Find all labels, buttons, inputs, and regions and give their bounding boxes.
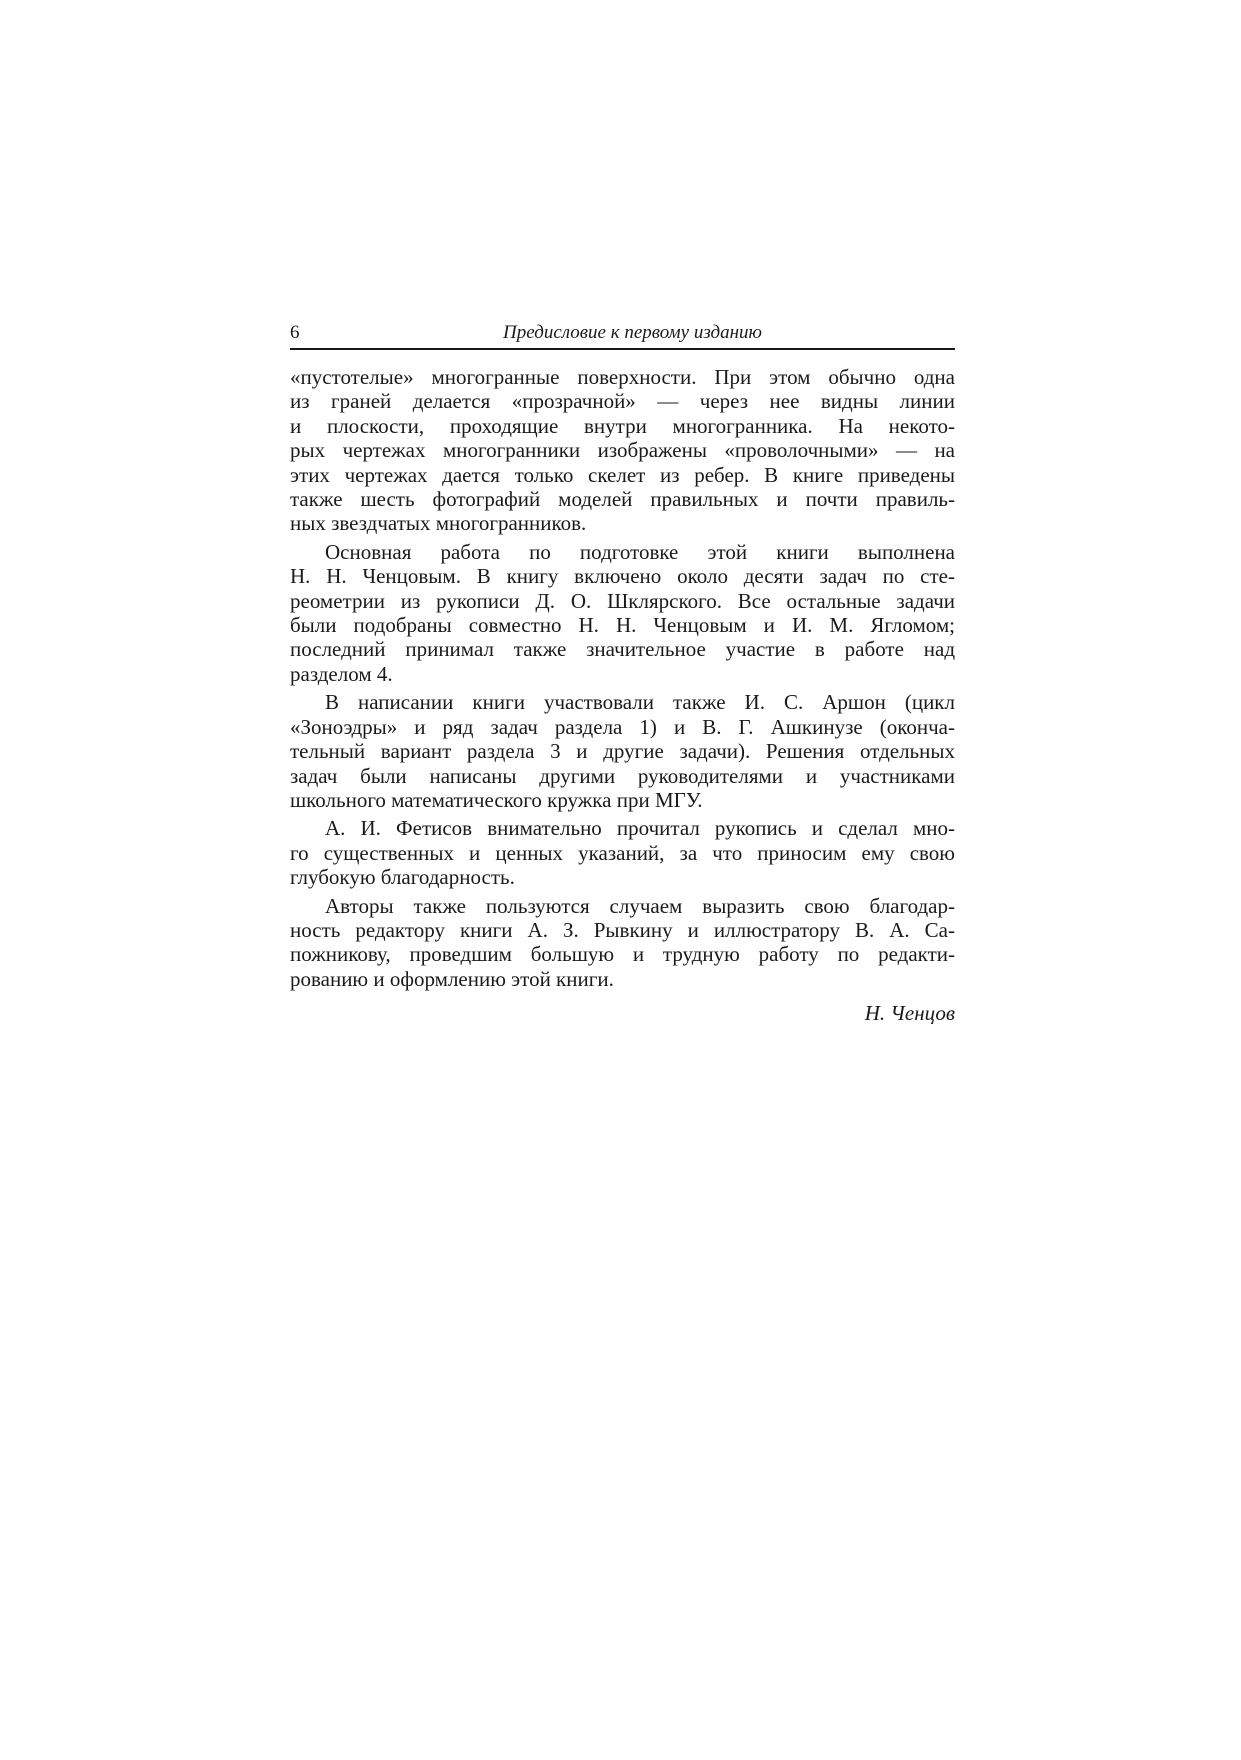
paragraph bbox=[290, 690, 955, 812]
text-line: школьного математического кружка при МГУ. bbox=[290, 787, 703, 812]
text-line: и плоскости, проходящие внутри многогранника. На некото- bbox=[290, 413, 955, 438]
body-text bbox=[290, 365, 955, 1026]
author-signature: Н. Ченцов bbox=[864, 1001, 955, 1026]
text-line: задач были написаны другими руководителями и участниками bbox=[290, 763, 955, 788]
text-line: последний принимал также значительное участие в работе над bbox=[290, 637, 955, 662]
text-line: также шесть фотографий моделей правильных и почти правиль- bbox=[290, 487, 955, 512]
text-line: были подобраны совместно Н. Н. Ченцовым и И. М. Ягломом; bbox=[290, 613, 955, 638]
paragraph bbox=[290, 365, 955, 536]
running-title: Предисловие к первому изданию bbox=[503, 322, 762, 343]
text-line: Н. Н. Ченцовым. В книгу включено около десяти задач по сте- bbox=[290, 564, 955, 589]
text-line: этих чертежах дается только скелет из ребер. В книге приведены bbox=[290, 462, 955, 487]
text-line: реометрии из рукописи Д. О. Шклярского. Все остальные задачи bbox=[290, 588, 955, 613]
text-line: го существенных и ценных указаний, за что приносим ему свою bbox=[290, 840, 955, 865]
page-header bbox=[290, 320, 955, 350]
text-line: В написании книги участвовали также И. С. Аршон (цикл bbox=[325, 690, 955, 715]
page-number: 6 bbox=[290, 322, 300, 343]
text-line: ность редактору книги А. З. Рывкину и иллюстратору В. А. Са- bbox=[290, 917, 955, 942]
text-line: из граней делается «прозрачной» — через нее видны линии bbox=[290, 389, 955, 414]
text-line: разделом 4. bbox=[290, 661, 393, 686]
text-line: ных звездчатых многогранников. bbox=[290, 511, 587, 536]
text-line: тельный вариант раздела 3 и другие задачи). Решения отдельных bbox=[290, 739, 955, 764]
paragraph bbox=[290, 540, 955, 686]
text-line: «Зоноэдры» и ряд задач раздела 1) и В. Г. Ашкинузе (оконча- bbox=[290, 714, 955, 739]
text-line: А. И. Фетисов внимательно прочитал рукопись и сделал мно- bbox=[325, 816, 955, 841]
paragraph bbox=[290, 816, 955, 889]
text-line: пожникову, проведшим большую и трудную работу по редакти- bbox=[290, 942, 955, 967]
text-line: Основная работа по подготовке этой книги выполнена bbox=[325, 539, 955, 564]
text-line: глубокую благодарность. bbox=[290, 865, 515, 890]
text-line: «пустотелые» многогранные поверхности. При этом обычно одна bbox=[290, 365, 955, 389]
text-line: рых чертежах многогранники изображены «проволочными» — на bbox=[290, 438, 955, 463]
text-line: рованию и оформлению этой книги. bbox=[290, 966, 614, 991]
text-line: Авторы также пользуются случаем выразить свою благодар- bbox=[325, 893, 955, 918]
paragraph bbox=[290, 894, 955, 992]
